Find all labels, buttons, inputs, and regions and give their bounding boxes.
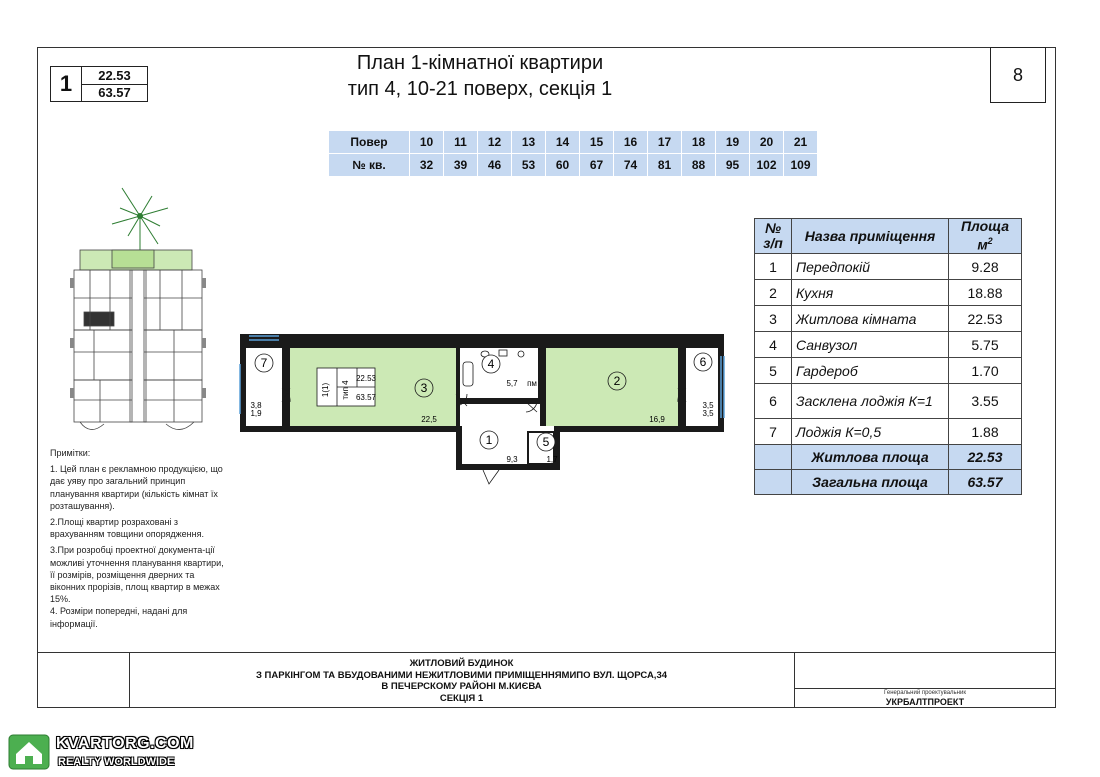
area-6b: 3,5 — [702, 409, 714, 418]
note-2: 2.Площі квартир розраховані з врахуванням товщини опорядження. — [50, 517, 204, 540]
watermark-logo — [8, 732, 194, 774]
notes-block — [50, 447, 225, 630]
title-line-1: План 1-кімнатної квартири — [356, 52, 604, 74]
designer-company: УКРБАЛТПРОЕКТ — [885, 697, 965, 707]
area-7b: 1,9 — [250, 409, 262, 418]
floor-cell: 15 — [580, 131, 614, 154]
note-1: 1. Цей план є рекламною продукцією, що дає уяву про загальний принцип планування квартири (кількість кімнат їх розташування). — [50, 464, 223, 511]
page-title — [310, 50, 650, 102]
room-number-4: 4 — [487, 357, 495, 371]
page-number: 8 — [990, 47, 1046, 103]
header-number: № з/п — [755, 219, 792, 254]
apartment-cell: 67 — [580, 154, 614, 177]
apartment-cell: 109 — [784, 154, 818, 177]
area-7a: 3,8 — [250, 401, 262, 410]
plan-living-area: 22.53 — [355, 374, 377, 383]
area-wc: пм — [527, 379, 537, 388]
general-designer-label: Генеральний проектувальник — [884, 690, 966, 696]
apartment-cell: 102 — [750, 154, 784, 177]
table-row: 3 Житлова кімната 22.53 — [755, 306, 1022, 332]
floor-cell: 16 — [614, 131, 648, 154]
apartment-badge — [50, 66, 148, 102]
floor-cell: 13 — [512, 131, 546, 154]
apartment-floor-plan — [237, 334, 727, 490]
badge-total-area: 63.57 — [82, 84, 147, 102]
area-3: 22,5 — [421, 415, 437, 424]
watermark-slogan: REALTY WORLDWIDE — [58, 756, 175, 768]
badge-room-count: 1 — [51, 67, 82, 101]
area-5: 1,7 — [546, 455, 558, 464]
living-area-row: Житлова площа 22.53 — [755, 445, 1022, 470]
title-block — [37, 652, 1056, 708]
apartment-cell: 81 — [648, 154, 682, 177]
apartment-label: № кв. — [329, 154, 410, 177]
table-row: 4 Санвузол 5.75 — [755, 332, 1022, 358]
apartment-cell: 53 — [512, 154, 546, 177]
badge-living-area: 22.53 — [98, 67, 131, 83]
rooms-table — [754, 218, 1022, 495]
apartment-cell: 39 — [444, 154, 478, 177]
note-3: 3.При розробці проектної документа-ції можливі уточнення планування квартири, її розмірів, розміщення дверних та віконних прорізів, площ квартир в межах 15%. — [50, 545, 224, 605]
floor-label: Повер — [329, 131, 410, 154]
table-row: 6 Засклена лоджія К=1 3.55 — [755, 384, 1022, 419]
room-number-7: 7 — [260, 356, 268, 370]
apartment-cell: 74 — [614, 154, 648, 177]
header-area: Площа $м^2$ — [949, 219, 1022, 254]
apartment-cell: 32 — [410, 154, 444, 177]
rooms-table-header — [755, 219, 1022, 254]
area-6a: 3,5 — [702, 401, 714, 410]
plan-apartment-type: тип 4 — [341, 380, 350, 400]
house-icon — [8, 734, 50, 770]
floor-cell: 14 — [546, 131, 580, 154]
room-number-6: 6 — [699, 355, 707, 369]
total-area-row: Загальна площа 63.57 — [755, 470, 1022, 495]
apartments-row — [329, 154, 818, 177]
floor-cell: 10 — [410, 131, 444, 154]
floor-cell: 21 — [784, 131, 818, 154]
floor-cell: 19 — [716, 131, 750, 154]
floor-cell: 12 — [478, 131, 512, 154]
plan-apartment-code: 1(1) — [321, 382, 330, 398]
floor-cell: 11 — [444, 131, 478, 154]
header-name: Назва приміщення — [792, 219, 949, 254]
apartment-cell: 46 — [478, 154, 512, 177]
floor-cell: 20 — [750, 131, 784, 154]
table-row: 7 Лоджія К=0,5 1.88 — [755, 419, 1022, 445]
room-number-5: 5 — [542, 435, 550, 449]
notes-heading: Примітки: — [50, 448, 91, 458]
table-row: 2 Кухня 18.88 — [755, 280, 1022, 306]
floor-cell: 18 — [682, 131, 716, 154]
title-line-2: тип 4, 10-21 поверх, секція 1 — [347, 78, 613, 100]
watermark-site: KVARTORG.COM — [56, 735, 194, 752]
note-4: 4. Розміри попередні, надані для інформації. — [50, 606, 188, 629]
building-floor-plan-thumbnail — [70, 248, 206, 436]
room-number-3: 3 — [420, 381, 428, 395]
table-row: 1 Передпокій 9.28 — [755, 254, 1022, 280]
apartment-cell: 88 — [682, 154, 716, 177]
plan-total-area: 63.57 — [355, 393, 377, 402]
project-description: ЖИТЛОВИЙ БУДИНОК З ПАРКІНГОМ ТА ВБУДОВАНИМИ НЕЖИТЛОВИМИ ПРИМІЩЕННЯМИПО ВУЛ. ЩОРСА,34 В ПЕЧЕРСКОМУ РАЙОНІ М.КИЄВА СЕКЦІЯ 1 — [255, 658, 668, 704]
table-row: 5 Гардероб 1.70 — [755, 358, 1022, 384]
area-1: 9,3 — [506, 455, 518, 464]
area-2: 16,9 — [649, 415, 665, 424]
room-number-1: 1 — [485, 433, 493, 447]
apartment-cell: 60 — [546, 154, 580, 177]
apartment-cell: 95 — [716, 154, 750, 177]
floors-table — [328, 130, 818, 177]
floor-cell: 17 — [648, 131, 682, 154]
area-4: 5,7 — [506, 379, 518, 388]
room-number-2: 2 — [613, 374, 621, 388]
floors-row — [329, 131, 818, 154]
